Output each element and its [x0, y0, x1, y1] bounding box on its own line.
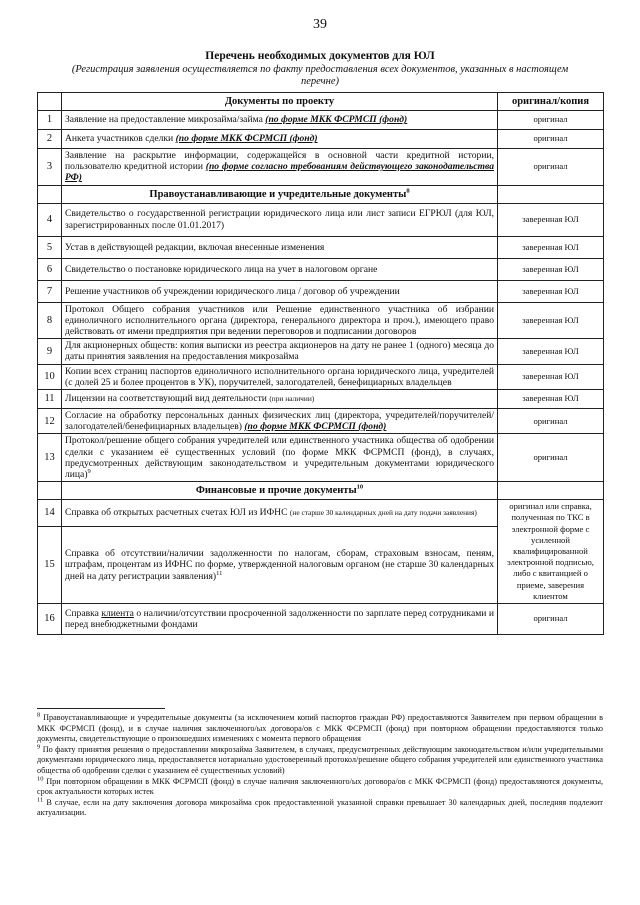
row-type: заверенная ЮЛ — [498, 390, 604, 409]
table-row — [38, 258, 604, 280]
document-title: Перечень необходимых документов для ЮЛ — [205, 50, 435, 62]
table-header-row — [38, 93, 604, 111]
header-original-copy: оригинал/копия — [498, 93, 604, 111]
row-type: оригинал — [498, 130, 604, 149]
row-number: 3 — [38, 149, 62, 186]
row-document — [62, 434, 498, 482]
footnote-divider — [37, 708, 165, 709]
table-row — [38, 390, 604, 409]
section-spacer — [498, 185, 604, 203]
row-document: Для акционерных обществ: копия выписки из реестра акционеров на дату не ранее 1 (одного) месяца до даты принятия заявления на предоставления микрозайма — [62, 339, 498, 364]
doc-small-note: (при наличии) — [269, 394, 315, 404]
row-number: 9 — [38, 339, 62, 364]
row-type: заверенная ЮЛ — [498, 203, 604, 236]
documents-table — [37, 92, 604, 635]
row-type: оригинал — [498, 604, 604, 635]
row-document — [62, 149, 498, 186]
doc-text: Заявление на предоставление микрозайма/займа — [65, 114, 266, 126]
table-row — [38, 604, 604, 635]
footnote-mark: 10 — [37, 774, 44, 782]
row-type: оригинал — [498, 434, 604, 482]
section-financial-documents — [62, 482, 498, 500]
section-spacer — [38, 185, 62, 203]
table-row — [38, 236, 604, 258]
row-document: Свидетельство о государственной регистрации юридического лица или лист записи ЕГРЮЛ (для ЮЛ, зарегистрированных после 01.01.2017) — [62, 203, 498, 236]
doc-small-note: (не старше 30 календарных дней на дату подачи заявления) — [289, 508, 477, 518]
footnote-mark: 9 — [37, 743, 41, 751]
footnote-mark: 11 — [37, 796, 44, 804]
footnotes — [37, 713, 603, 819]
doc-text: Согласие на обработку персональных данных физических лиц (директора, учредителей/поручителей/залогодателей/бенефициарных владельцев) — [65, 410, 494, 433]
doc-text: Справка об отсутствии/наличии задолженности по налогам, сборам, страховым взносам, пеням, штрафам, процентам из ИФНС по форме, утвержденной налоговым органом (не старше 30 календарных дней на дату регистрации заявления) — [65, 548, 494, 582]
doc-text: Справка — [65, 607, 102, 619]
footnote — [37, 774, 603, 798]
row-document — [62, 526, 498, 603]
row-document — [62, 111, 498, 130]
table-row — [38, 149, 604, 186]
doc-form-note: (по форме согласно требованиям действующего законодательства РФ) — [65, 161, 494, 184]
row-document — [62, 604, 498, 635]
table-row — [38, 280, 604, 302]
doc-form-note: (по форме МКК ФСРМСП (фонд) — [265, 114, 408, 126]
doc-text: Протокол/решение общего собрания учредителей или единственного участника общества об одобрении сделки с указанием её существенных условий (по форме МКК ФСРМСП (фонд), в случаях, предусмотренных действующим законодательством и учредительным документами юридического лица) — [65, 435, 494, 481]
row-number: 11 — [38, 390, 62, 409]
footnote-text: По факту принятия решения о предоставлении микрозайма Заявителем, в случаях, предусмотренных действующим законодательством и/или учредительными документами юридического лица, предоставляется нотариально удостоверенный протокол/решение общего собрания учредителей или единственного участника общества об одобрении сделки с указанием её существенных условий) — [37, 744, 603, 775]
row-type: оригинал — [498, 149, 604, 186]
header-documents: Документы по проекту — [62, 93, 498, 111]
row-document: Решение участников об учреждении юридического лица / договор об учреждении — [62, 280, 498, 302]
doc-text: Лицензии на соответствующий вид деятельности — [65, 393, 270, 405]
row-type: оригинал — [498, 111, 604, 130]
row-document: Свидетельство о постановке юридического лица на учет в налоговом органе — [62, 258, 498, 280]
row-number: 10 — [38, 364, 62, 389]
table-row — [38, 203, 604, 236]
doc-form-note: (по форме МКК ФСРМСП (фонд) — [175, 133, 318, 145]
footnote-ref: 9 — [87, 467, 91, 475]
section-title: Финансовые и прочие документы — [195, 485, 357, 497]
row-type-merged: оригинал или справка, полученная по ТКС в электронной форме с усиленной квалифицированной электронной подписью, либо с квитанцией о приеме, заверения клиентом — [498, 500, 604, 604]
row-document — [62, 390, 498, 409]
footnote-ref: 8 — [406, 187, 410, 194]
table-row — [38, 302, 604, 339]
doc-text: Анкета участников сделки — [65, 133, 176, 145]
row-number: 8 — [38, 302, 62, 339]
footnote-ref: 10 — [356, 483, 364, 491]
doc-text: Заявление на раскрытие информации, содержащейся в основной части кредитной истории, пользователю кредитной истории — [65, 150, 494, 173]
row-document — [62, 500, 498, 526]
table-row — [38, 339, 604, 364]
page-number: 39 — [313, 17, 327, 32]
footnote — [37, 798, 603, 819]
row-type: заверенная ЮЛ — [498, 339, 604, 364]
row-document — [62, 130, 498, 149]
section-legal-documents — [62, 185, 498, 203]
row-type: заверенная ЮЛ — [498, 236, 604, 258]
doc-underlined: клиента — [101, 607, 134, 619]
row-type: заверенная ЮЛ — [498, 280, 604, 302]
row-document: Копии всех страниц паспортов единоличного исполнительного органа юридического лица, учредителей (с долей 25 и более процентов в УК), поручителей, залогодателей, бенефициарных владельцев — [62, 364, 498, 389]
section-title: Правоустанавливающие и учредительные документы — [149, 188, 407, 200]
footnote-mark: 8 — [37, 711, 41, 719]
table-row — [38, 130, 604, 149]
footnote-text: В случае, если на дату заключения договора микрозайма срок предоставленной указанной справки превышает 30 календарных дней, последняя подлежит актуализации. — [37, 797, 603, 818]
row-type: заверенная ЮЛ — [498, 364, 604, 389]
row-number: 2 — [38, 130, 62, 149]
table-row — [38, 111, 604, 130]
row-document — [62, 409, 498, 434]
footnote — [37, 713, 603, 745]
doc-form-note: (по форме МКК ФСРМСП (фонд) — [244, 421, 387, 433]
row-number: 16 — [38, 604, 62, 635]
row-number: 4 — [38, 203, 62, 236]
row-number: 12 — [38, 409, 62, 434]
section-row — [38, 185, 604, 203]
row-document: Протокол Общего собрания участников или Решение единственного участника об избрании единоличного исполнительного органа (директора, генерального директора и проч.), имеющего право действовать от имени предприятия при ведении переговоров и подписании договоров — [62, 302, 498, 339]
row-number: 1 — [38, 111, 62, 130]
table-row — [38, 500, 604, 526]
row-document: Устав в действующей редакции, включая внесенные изменения — [62, 236, 498, 258]
section-spacer — [38, 482, 62, 500]
row-type: оригинал — [498, 409, 604, 434]
table-row — [38, 434, 604, 482]
header-empty — [38, 93, 62, 111]
section-spacer — [498, 482, 604, 500]
row-type: заверенная ЮЛ — [498, 258, 604, 280]
table-row — [38, 409, 604, 434]
footnote-text: Правоустанавливающие и учредительные документы (за исключением копий паспортов граждан РФ) предоставляются Заявителем при первом обращении в МКК ФСРМСП (фонд), и в случае наличия заключенного/ых договора/ов с МКК ФСРМСП (фонд) при повторном обращении предоставляются только документы, свидетельствующие о произошедших изменениях с момента первого обращения — [37, 713, 603, 744]
row-number: 14 — [38, 500, 62, 526]
row-number: 7 — [38, 280, 62, 302]
footnote — [37, 745, 603, 777]
row-number: 15 — [38, 526, 62, 603]
row-type: заверенная ЮЛ — [498, 302, 604, 339]
footnote-text: При повторном обращении в МКК ФСРМСП (фонд) в случае наличия заключенного/ых договора/ов с МКК ФСРМСП (фонд) предоставляются документы, срок актуальности которых истек — [37, 776, 603, 797]
row-number: 5 — [38, 236, 62, 258]
table-row — [38, 364, 604, 389]
row-number: 6 — [38, 258, 62, 280]
document-subtitle: (Регистрация заявления осуществляется по факту предоставления всех документов, указанных в настоящем перечне) — [71, 64, 569, 87]
doc-text: о наличии/отсутствии просроченной задолженности по зарплате перед сотрудниками и перед внебюджетными фондами — [65, 607, 494, 631]
doc-text: Справка об открытых расчетных счетах ЮЛ из ИФНС — [65, 507, 290, 519]
row-number: 13 — [38, 434, 62, 482]
footnote-ref: 11 — [216, 569, 223, 577]
section-row — [38, 482, 604, 500]
